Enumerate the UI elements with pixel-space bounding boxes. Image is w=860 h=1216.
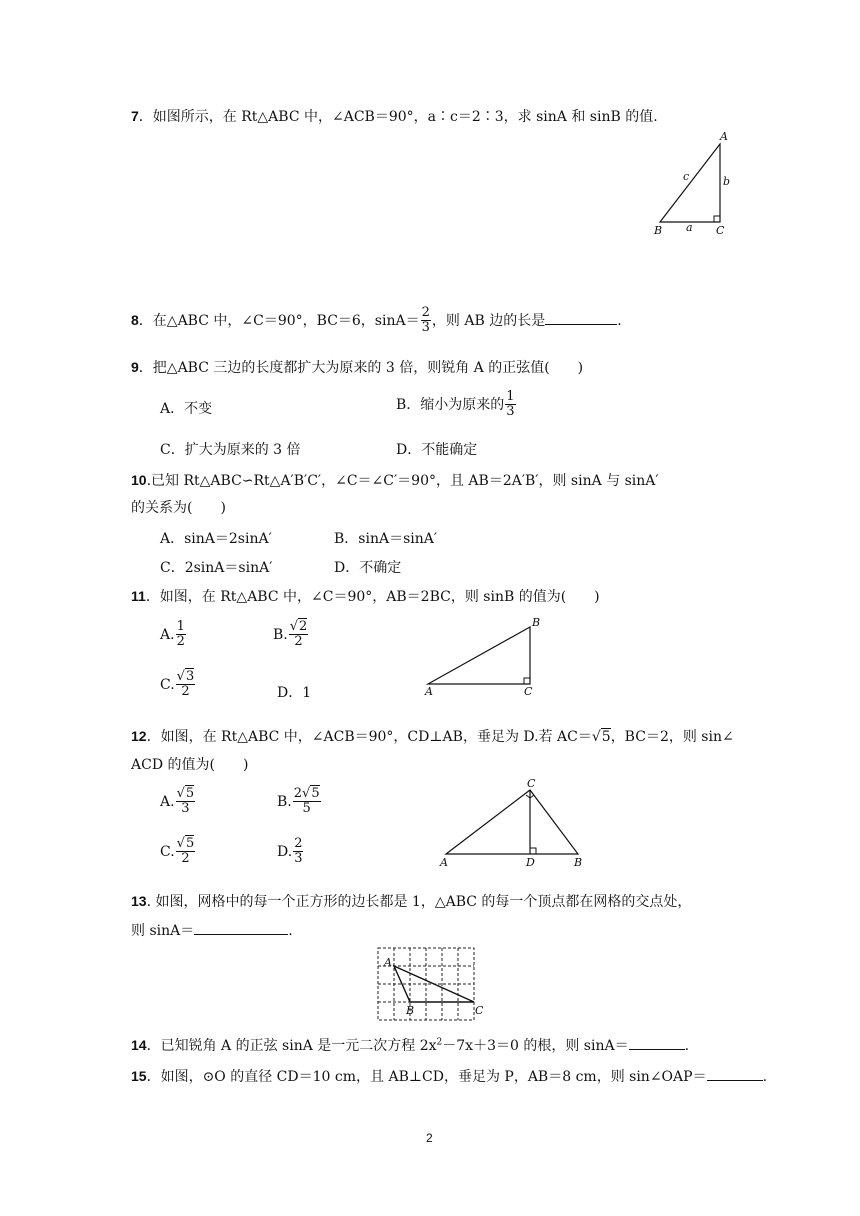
question-12-line2: ACD 的值为( ): [131, 757, 249, 773]
question-10: [131, 470, 659, 490]
q9-option-a[interactable]: A．不变: [160, 401, 213, 417]
question-8: 8．在△ABC 中，∠C＝90°，BC＝6，sinA＝ $\frac{2}{3}$ ，则 AB 边的长是 .: [131, 305, 622, 336]
question-11: [131, 586, 600, 606]
q11-option-d[interactable]: D．1: [277, 685, 312, 701]
label-C: C: [716, 224, 725, 237]
triangle-abc: [446, 790, 578, 854]
label-c: c: [683, 170, 690, 183]
q9-option-d[interactable]: D．不能确定: [396, 442, 478, 458]
label-B: B: [532, 616, 541, 629]
label-A: A: [425, 685, 433, 695]
label-D: D: [526, 856, 535, 869]
question-text: ．如图，在 Rt△ABC 中，∠C＝90°，AB＝2BC，则 sinB 的值为( ): [145, 589, 600, 605]
question-number: 8: [131, 311, 139, 328]
label-B: B: [406, 1004, 415, 1017]
label-a: a: [686, 221, 693, 234]
question-15: 15．如图，⊙O 的直径 CD＝10 cm，且 AB⊥CD，垂足为 P，AB＝8 cm，则 sin∠OAP＝ .: [131, 1068, 768, 1085]
answer-blank[interactable]: [629, 1049, 685, 1050]
grid-lines: [378, 948, 474, 1020]
q12-option-d[interactable]: D. $\frac{2}{3}$: [277, 836, 303, 867]
q10-option-d[interactable]: D．不确定: [334, 560, 402, 576]
question-text: . 如图，网格中的每一个正方形的边长都是 1，△ABC 的每一个顶点都在网格的交点处，: [146, 894, 692, 910]
right-angle-mark: [524, 678, 530, 684]
question-9: [131, 357, 583, 377]
question-text: .已知 Rt△ABC∽Rt△A′B′C′，∠C＝∠C′＝90°，且 AB＝2A′B′，则 sinA 与 sinA′: [146, 473, 659, 489]
question-text: ．把△ABC 三边的长度都扩大为原来的 3 倍，则锐角 A 的正弦值( ): [138, 360, 584, 376]
triangle-abc: [660, 144, 720, 222]
question-number: 11: [131, 588, 146, 604]
label-C: C: [527, 777, 536, 790]
question-text: ．如图，在 Rt△ABC 中，∠ACB＝90°，CD⊥AB，垂足为 D.若 AC＝: [146, 729, 592, 745]
question-number: 12: [131, 728, 147, 744]
answer-blank[interactable]: [194, 934, 288, 935]
q10-option-b[interactable]: B．sinA＝sinA′: [334, 531, 438, 547]
q13-grid-figure: [372, 944, 490, 1024]
question-number: 15: [131, 1068, 147, 1084]
label-C: C: [524, 685, 533, 695]
question-number: 9: [131, 359, 139, 375]
label-A: A: [440, 856, 448, 869]
answer-blank[interactable]: [707, 1080, 763, 1081]
q10-option-c[interactable]: C．2sinA＝sinA′: [160, 560, 273, 576]
q12-triangle-figure: [436, 776, 596, 871]
label-b: b: [723, 175, 731, 188]
question-13: [131, 891, 691, 911]
q12-option-b[interactable]: B. $\frac{2√5}{5}$: [277, 786, 320, 817]
q11-triangle-figure: [422, 615, 552, 695]
q10-option-a[interactable]: A．sinA＝2sinA′: [160, 531, 272, 547]
question-number: 7: [131, 108, 139, 124]
q9-option-c[interactable]: C．扩大为原来的 3 倍: [160, 442, 301, 458]
q9-option-b[interactable]: B．缩小为原来的 $\frac{1}{3}$: [396, 389, 515, 420]
q11-option-a[interactable]: A. $\frac{1}{2}$: [160, 619, 185, 650]
label-A: A: [720, 130, 728, 143]
fraction: $\frac{2}{3}$: [421, 305, 430, 336]
question-number: 14: [131, 1037, 147, 1053]
q12-option-c[interactable]: C. $\frac{√5}{2}$: [160, 836, 195, 867]
answer-blank[interactable]: [545, 324, 617, 325]
q12-option-a[interactable]: A. $\frac{√5}{3}$: [160, 786, 195, 817]
question-10-line2: 的关系为( ): [131, 500, 226, 516]
question-7: [131, 106, 658, 126]
label-B: B: [654, 224, 663, 237]
question-12: 12．如图，在 Rt△ABC 中，∠ACB＝90°，CD⊥AB，垂足为 D.若 AC＝√5，BC＝2，则 sin∠: [131, 728, 734, 745]
page-number: 2: [426, 1131, 433, 1145]
question-number: 13: [131, 893, 147, 909]
question-text: ．如图所示，在 Rt△ABC 中，∠ACB＝90°，a∶c＝2∶3，求 sinA 和 sinB 的值.: [138, 109, 658, 125]
right-angle-mark: [714, 216, 720, 222]
question-text: ．在△ABC 中，∠C＝90°，BC＝6，sinA＝: [138, 312, 420, 329]
question-14: 14．已知锐角 A 的正弦 sinA 是一元二次方程 $2x^2-7x+3=0$ 的根，则 sinA＝ .: [131, 1037, 690, 1054]
right-angle-mark-d: [530, 848, 536, 854]
label-A: A: [384, 956, 392, 969]
q11-option-c[interactable]: C. $\frac{√3}{2}$: [160, 669, 195, 700]
triangle-abc: [428, 627, 530, 684]
label-B: B: [574, 856, 583, 869]
question-13-line2: 则 sinA＝ .: [131, 923, 293, 939]
question-text: ．已知锐角 A 的正弦 sinA 是一元二次方程 2x: [146, 1038, 437, 1054]
q11-option-b[interactable]: B. $\frac{√2}{2}$: [273, 619, 308, 650]
q7-triangle-figure: [648, 130, 748, 240]
question-text: ．如图，⊙O 的直径 CD＝10 cm，且 AB⊥CD，垂足为 P，AB＝8 cm，则 sin∠OAP＝: [146, 1069, 707, 1085]
label-C: C: [475, 1004, 484, 1017]
question-number: 10: [131, 472, 147, 488]
